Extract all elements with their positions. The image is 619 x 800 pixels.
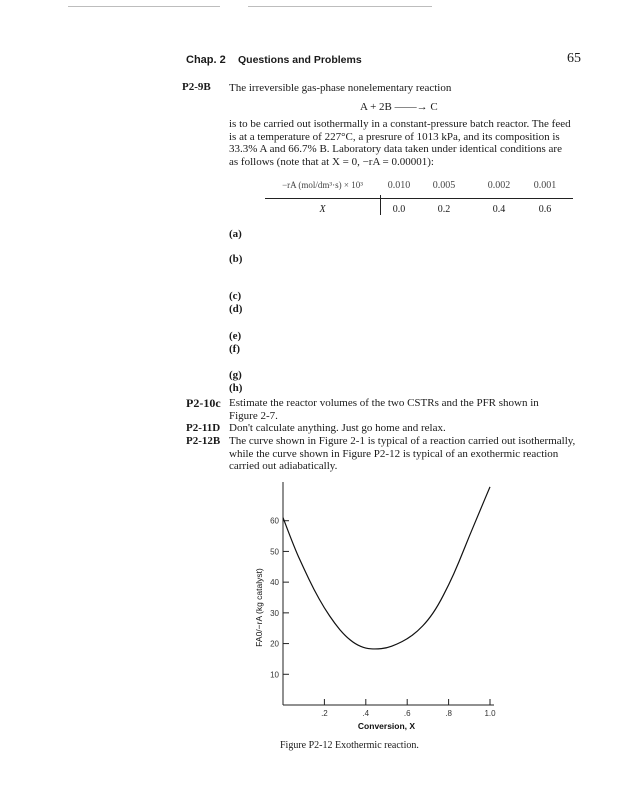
problem-9-body-line: 33.3% A and 66.7% B. Laboratory data taken under identical conditions are (229, 143, 562, 156)
part-label: (a) (229, 228, 242, 240)
problem-9-body-line: is to be carried out isothermally in a constant-pressure batch reactor. The feed (229, 118, 571, 130)
series-line (283, 487, 490, 649)
table-cell: 0.002 (487, 180, 511, 191)
figure-caption: Figure P2-12 Exothermic reaction. (280, 740, 419, 751)
x-tick-label: .4 (362, 709, 370, 718)
part-label: (d) (229, 303, 243, 315)
table-cell: 0.6 (538, 204, 552, 215)
part-label: (g) (229, 369, 242, 381)
y-tick-label: 30 (270, 608, 279, 618)
part-label: (f) (229, 343, 240, 355)
page-number: 65 (567, 51, 581, 66)
problem-9-body (229, 118, 584, 168)
problem-12-id: P2-12B (186, 435, 221, 447)
table-cell: 0.2 (437, 204, 451, 215)
table-cell: 0.005 (432, 180, 456, 191)
top-rule-left (68, 6, 220, 7)
y-tick-label: 50 (270, 547, 279, 557)
y-axis-label: FA0/−rA (kg catalyst) (254, 568, 264, 647)
problem-12-line: The curve shown in Figure 2-1 is typical of a reaction carried out isothermally, (229, 435, 576, 447)
problem-10-id: P2-10c (186, 396, 221, 410)
exothermic-reaction-chart (230, 478, 520, 738)
problem-10-text (229, 397, 584, 422)
x-tick-label: .2 (321, 709, 328, 718)
table-hrule (265, 198, 573, 199)
problem-12-line: while the curve shown in Figure P2-12 is typical of an exothermic reaction (229, 447, 559, 460)
problem-11-text: Don't calculate anything. Just go home and relax. (229, 422, 446, 434)
part-label: (h) (229, 382, 243, 394)
table-cell: 0.0 (392, 204, 406, 215)
x-axis-label: Conversion, X (357, 721, 416, 731)
problem-10-line: Estimate the reactor volumes of the two CSTRs and the PFR shown in (229, 397, 539, 409)
table-row-label: X (319, 204, 326, 215)
part-label: (c) (229, 290, 242, 302)
x-tick-label: .6 (403, 709, 411, 718)
y-tick-label: 40 (270, 578, 279, 588)
problem-12-line: carried out adiabatically. (229, 460, 338, 473)
problem-9-intro: The irreversible gas-phase nonelementary reaction (229, 82, 452, 94)
problem-10-line: Figure 2-7. (229, 409, 278, 422)
problem-9-body-line: as follows (note that at X = 0, −rA = 0.00001): (229, 155, 434, 168)
table-row-label: −rA (mol/dm³·s) × 10³ (282, 180, 363, 190)
x-tick-label: .8 (445, 709, 452, 718)
y-tick-label: 20 (270, 639, 279, 649)
problem-9-reaction: A + 2B ——→ C (360, 101, 438, 113)
table-row (265, 180, 573, 194)
section-title: Questions and Problems (238, 54, 362, 66)
chapter-label: Chap. 2 (186, 54, 226, 66)
table-row (265, 204, 573, 218)
problem-9-id: P2-9B (182, 81, 211, 93)
problem-9-body-line: is at a temperature of 227°C, a presrure of 1013 kPa, and its composition is (229, 130, 560, 143)
x-tick-label: 1.0 (484, 709, 496, 718)
table-cell: 0.010 (387, 180, 411, 191)
part-label: (e) (229, 330, 242, 342)
part-label: (b) (229, 253, 243, 265)
y-tick-label: 60 (270, 516, 279, 526)
y-tick-label: 10 (270, 670, 279, 680)
table-cell: 0.001 (533, 180, 557, 191)
problem-11-id: P2-11D (186, 422, 221, 434)
problem-12-text (229, 435, 584, 473)
table-cell: 0.4 (492, 204, 506, 215)
top-rule-right (248, 6, 432, 7)
